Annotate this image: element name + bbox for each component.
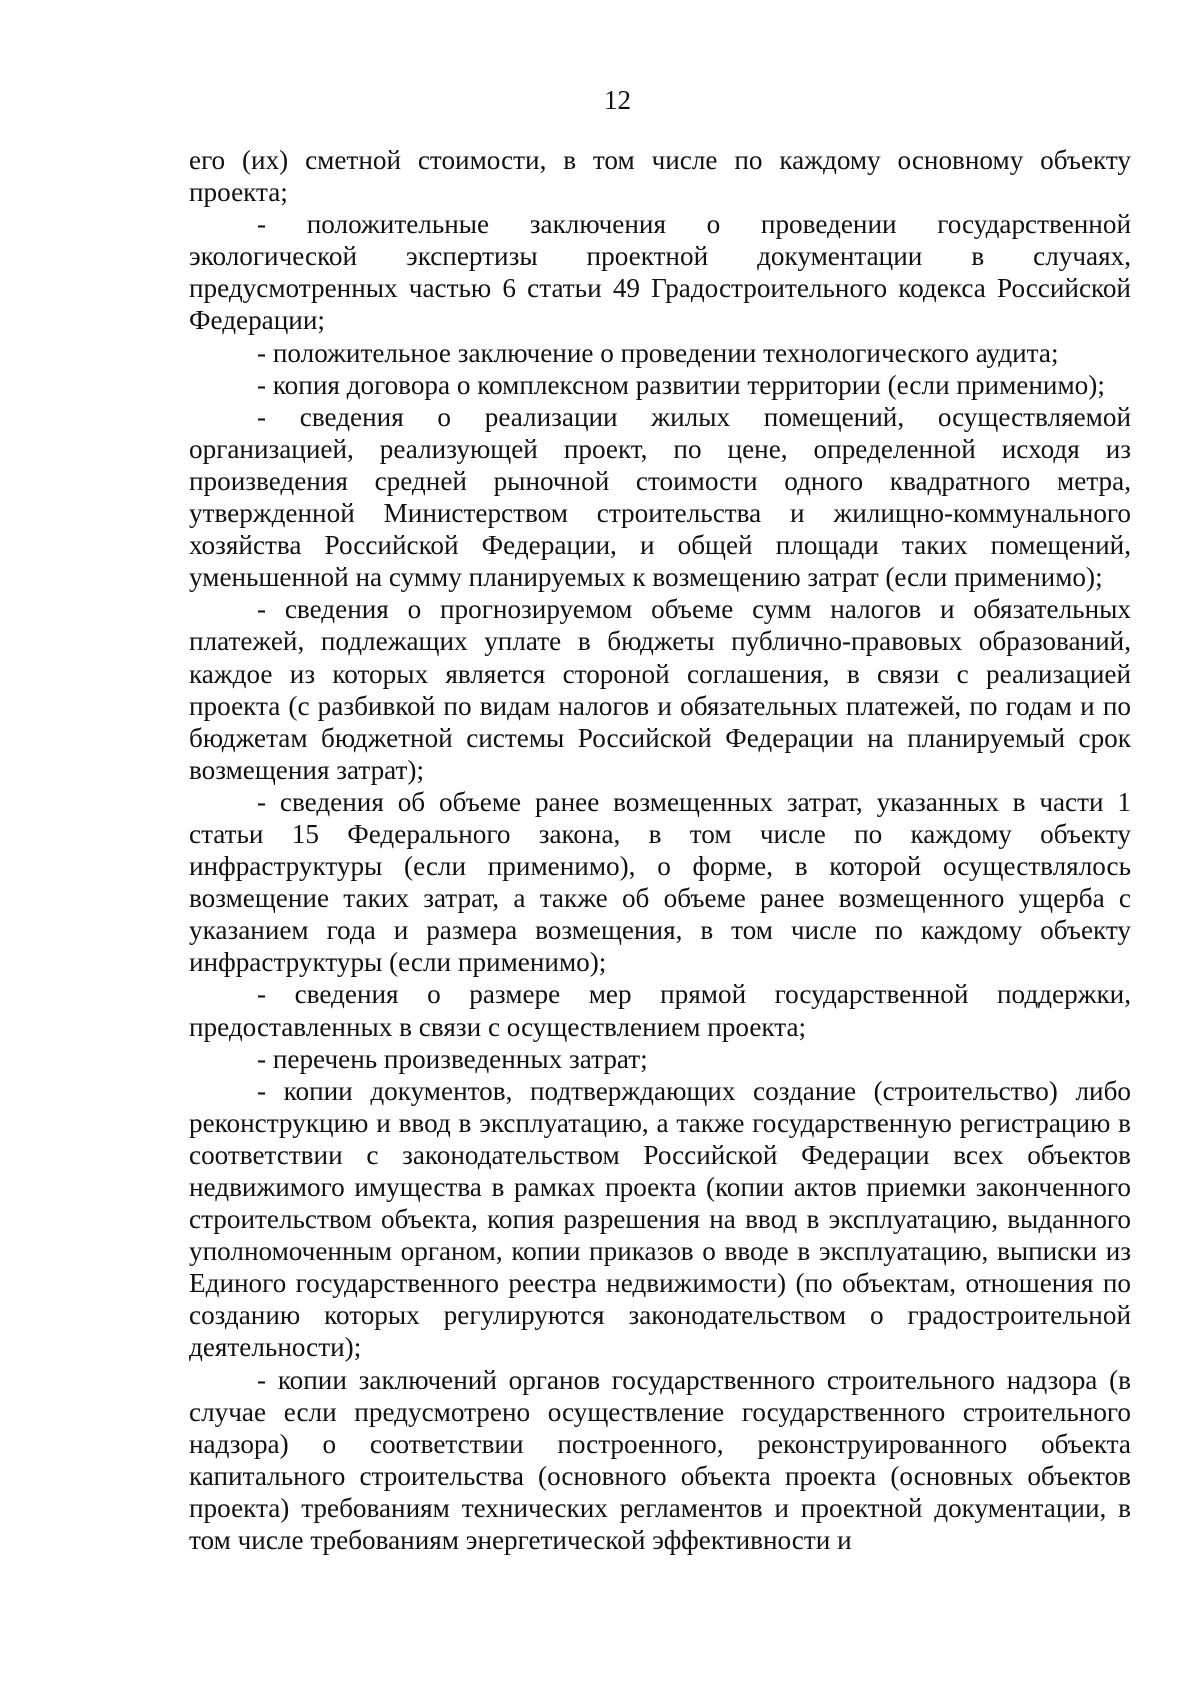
paragraph-continuation: его (их) сметной стоимости, в том числе по каждому основному объекту проекта; <box>189 145 1131 208</box>
page-number: 12 <box>604 85 631 115</box>
list-item-state-support: - сведения о размере мер прямой государственной поддержки, предоставленных в связи с осуществлением проекта; <box>189 979 1131 1042</box>
list-item-territory-contract: - копия договора о комплексном развитии территории (если применимо); <box>257 369 1105 400</box>
list-item-costs-list: - перечень произведенных затрат; <box>257 1043 648 1074</box>
list-item-housing-sales: - сведения о реализации жилых помещений, осуществляемой организацией, реализующей проект, по цене, определенной исходя из произведения средней рыночной стоимости одного квадратного метра, утвержденной Министерством строительства и жилищно-коммунального хозяйства Российской Федерации, и общей площади таких помещений, уменьшенной на сумму планируемых к возмещению затрат (если применимо); <box>189 401 1131 593</box>
list-item-tax-forecast: - сведения о прогнозируемом объеме сумм налогов и обязательных платежей, подлежащих уплате в бюджеты публично-правовых образований, каждое из которых является стороной соглашения, в связи с реализацией проекта (с разбивкой по видам налогов и обязательных платежей, по годам и по бюджетам бюджетной системы Российской Федерации на планируемый срок возмещения затрат); <box>189 594 1131 785</box>
list-item-construction-documents: - копии документов, подтверждающих создание (строительство) либо реконструкцию и ввод в эксплуатацию, а также государственную регистрацию в соответствии с законодательством Российской Федерации всех объектов недвижимого имущества в рамках проекта (копии актов приемки законченного строительством объекта, копия разрешения на ввод в эксплуатацию, выданного уполномоченным органом, копии приказов о вводе в эксплуатацию, выписки из Единого государственного реестра недвижимости) (по объектам, отношения по созданию которых регулируются законодательством о градостроительной деятельности); <box>189 1075 1131 1363</box>
list-item-ecological-expertise: - положительные заключения о проведении государственной экологической экспертизы проектной документации в случаях, предусмотренных частью 6 статьи 49 Градостроительного кодекса Российской Федерации; <box>189 209 1131 336</box>
list-item-technological-audit: - положительное заключение о проведении технологического аудита; <box>257 337 1059 368</box>
list-item-reimbursed-costs: - сведения об объеме ранее возмещенных затрат, указанных в части 1 статьи 15 Федерального закона, в том числе по каждому объекту инфраструктуры (если применимо), о форме, в которой осуществлялось возмещение таких затрат, а также об объеме ранее возмещенного ущерба с указанием года и размера возмещения, в том числе по каждому объекту инфраструктуры (если применимо); <box>189 786 1131 978</box>
document-body <box>189 144 1131 1556</box>
list-item-supervision-conclusions: - копии заключений органов государственного строительного надзора (в случае если предусмотрено осуществление государственного строительного надзора) о соответствии построенного, реконструированного объекта капитального строительства (основного объекта проекта (основных объектов проекта) требованиям технических регламентов и проектной документации, в том числе требованиям энергетической эффективности и <box>189 1364 1131 1556</box>
